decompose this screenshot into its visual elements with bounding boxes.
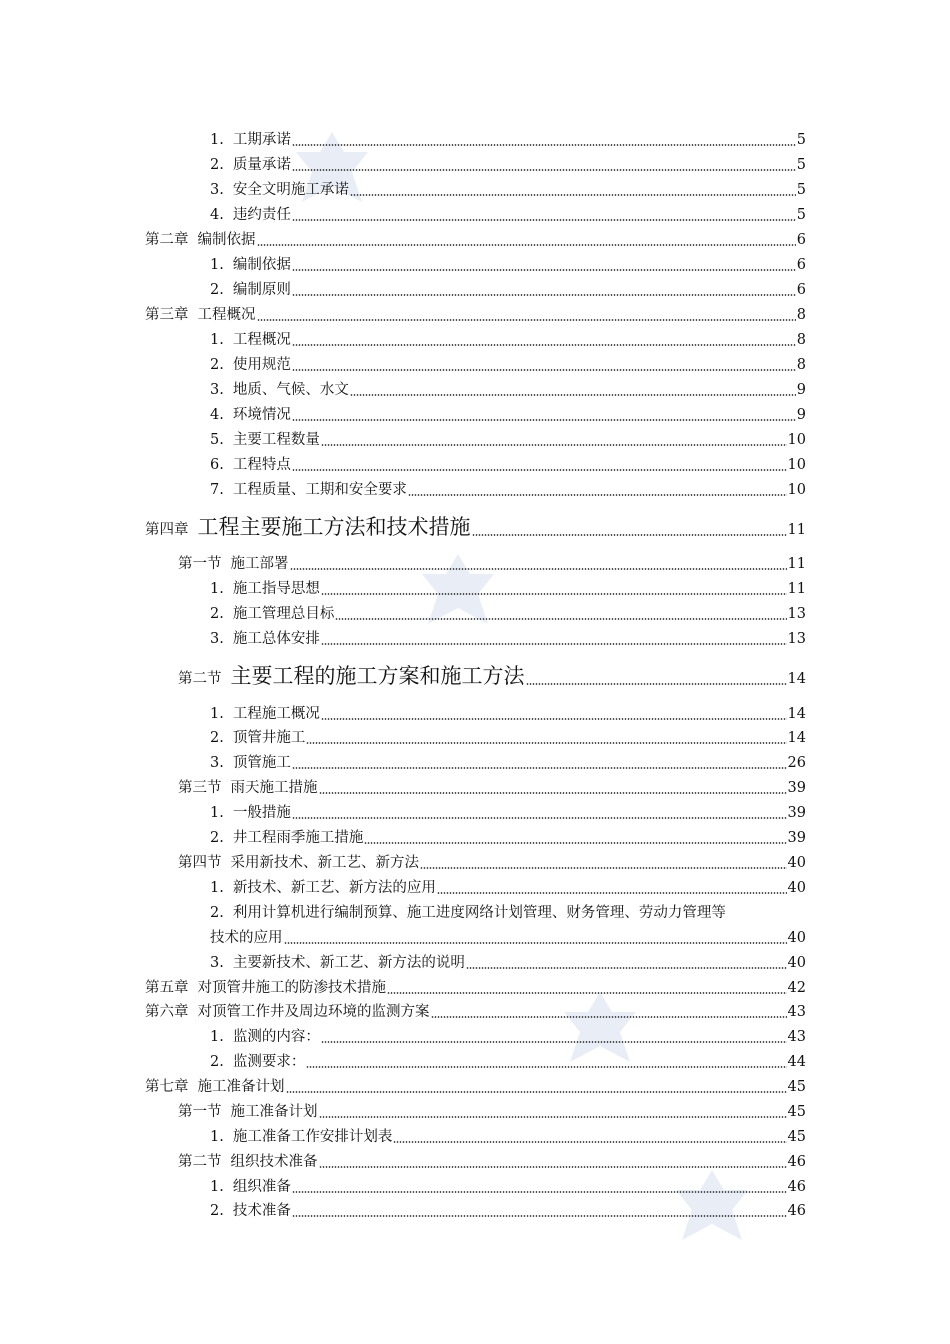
toc-entry[interactable] — [210, 401, 806, 425]
entry-number: 3. — [210, 182, 224, 198]
toc-section[interactable] — [178, 774, 806, 798]
toc-entry[interactable] — [210, 824, 806, 848]
dot-leader — [292, 817, 787, 819]
dot-leader — [350, 194, 796, 196]
page-number: 39 — [787, 780, 806, 796]
toc-chapter[interactable] — [145, 226, 806, 250]
toc-chapter[interactable] — [145, 974, 806, 998]
entry-title: 质量承诺 — [232, 157, 291, 173]
entry-number: 1. — [210, 257, 224, 273]
toc-chapter[interactable] — [145, 1073, 806, 1097]
section-number: 第二节 — [178, 671, 222, 687]
toc-entry[interactable] — [210, 376, 806, 400]
toc-entry[interactable] — [210, 276, 806, 300]
page-number: 26 — [787, 755, 806, 771]
entry-number: 2. — [210, 830, 224, 846]
chapter-title: 对顶管工作井及周边环境的监测方案 — [197, 1004, 430, 1020]
toc-entry[interactable] — [210, 724, 806, 748]
dot-leader — [420, 867, 787, 869]
page-number: 13 — [787, 631, 806, 647]
chapter-number: 第六章 — [145, 1004, 189, 1020]
dot-leader — [393, 1141, 786, 1143]
page-number: 6 — [796, 282, 806, 298]
toc-entry[interactable] — [210, 1197, 806, 1221]
entry-number: 3. — [210, 382, 224, 398]
entry-title: 使用规范 — [232, 357, 291, 373]
entry-title: 工程特点 — [232, 457, 291, 473]
page-number: 5 — [796, 157, 806, 173]
page-number: 9 — [796, 407, 806, 423]
page-number: 45 — [787, 1129, 806, 1145]
chapter-number: 第四章 — [145, 522, 189, 538]
dot-leader — [408, 494, 787, 496]
entry-number: 1. — [210, 706, 224, 722]
entry-number: 3. — [210, 955, 224, 971]
dot-leader — [321, 718, 787, 720]
section-title: 雨天施工措施 — [230, 780, 318, 796]
page-number: 39 — [787, 830, 806, 846]
entry-title: 工程质量、工期和安全要求 — [232, 482, 407, 498]
toc-entry[interactable] — [210, 1023, 806, 1047]
page-number: 9 — [796, 382, 806, 398]
chapter-number: 第三章 — [145, 307, 189, 323]
toc-entry[interactable] — [210, 625, 806, 649]
dot-leader — [292, 419, 796, 421]
toc-entry[interactable] — [210, 1173, 806, 1197]
page-number: 14 — [787, 730, 806, 746]
dot-leader — [431, 1016, 787, 1018]
dot-leader — [321, 593, 787, 595]
toc-section[interactable] — [178, 659, 806, 689]
entry-title: 工程概况 — [232, 332, 291, 348]
entry-number: 2. — [210, 905, 224, 921]
dot-leader — [292, 1191, 787, 1193]
chapter-number: 第二章 — [145, 232, 189, 248]
entry-title: 一般措施 — [232, 805, 291, 821]
toc-entry[interactable] — [210, 749, 806, 773]
page-number: 8 — [796, 307, 806, 323]
entry-number: 2. — [210, 1203, 224, 1219]
entry-number: 1. — [210, 581, 224, 597]
entry-number: 1. — [210, 1179, 224, 1195]
toc-entry[interactable] — [210, 251, 806, 275]
dot-leader — [350, 394, 796, 396]
entry-title: 编制原则 — [232, 282, 291, 298]
toc-section[interactable] — [178, 550, 806, 574]
section-number: 第二节 — [178, 1154, 222, 1170]
toc-entry[interactable] — [210, 1123, 806, 1147]
dot-leader — [257, 244, 796, 246]
entry-title: 井工程雨季施工措施 — [232, 830, 364, 846]
toc-entry[interactable] — [210, 476, 806, 500]
entry-number: 4. — [210, 407, 224, 423]
entry-number: 3. — [210, 631, 224, 647]
dot-leader — [292, 344, 796, 346]
chapter-number: 第七章 — [145, 1079, 189, 1095]
dot-leader — [292, 1215, 787, 1217]
toc-section[interactable] — [178, 1098, 806, 1122]
page-number: 45 — [787, 1079, 806, 1095]
page-number: 11 — [787, 522, 806, 538]
entry-title: 地质、气候、水文 — [232, 382, 349, 398]
section-title: 采用新技术、新工艺、新方法 — [230, 855, 419, 871]
section-number: 第一节 — [178, 556, 222, 572]
dot-leader — [321, 643, 787, 645]
entry-title: 工期承诺 — [232, 132, 291, 148]
entry-title: 施工总体安排 — [232, 631, 320, 647]
page-number: 11 — [787, 581, 806, 597]
toc-entry[interactable] — [210, 949, 806, 973]
section-number: 第三节 — [178, 780, 222, 796]
dot-leader — [321, 444, 787, 446]
entry-number: 1. — [210, 880, 224, 896]
page-number: 40 — [787, 930, 806, 946]
toc-entry[interactable] — [210, 874, 806, 898]
chapter-title: 工程概况 — [197, 307, 256, 323]
chapter-title: 对顶管井施工的防渗技术措施 — [197, 980, 386, 996]
dot-leader — [292, 269, 796, 271]
entry-number: 2. — [210, 157, 224, 173]
entry-number: 1. — [210, 1129, 224, 1145]
toc-entry[interactable] — [210, 799, 806, 823]
toc-entry[interactable] — [210, 700, 806, 724]
toc-entry[interactable] — [210, 1048, 806, 1072]
section-title: 施工准备计划 — [230, 1104, 318, 1120]
page-number: 10 — [787, 457, 806, 473]
dot-leader — [335, 618, 786, 620]
entry-number: 2. — [210, 1054, 224, 1070]
page-number: 14 — [787, 706, 806, 722]
dot-leader — [387, 992, 787, 994]
toc-entry-continuation[interactable] — [210, 924, 806, 948]
entry-title: 主要新技术、新工艺、新方法的说明 — [232, 955, 465, 971]
entry-title: 施工指导思想 — [232, 581, 320, 597]
dot-leader — [257, 319, 796, 321]
dot-leader — [319, 1166, 787, 1168]
chapter-title: 施工准备计划 — [197, 1079, 285, 1095]
chapter-title: 编制依据 — [197, 232, 256, 248]
page-number: 10 — [787, 432, 806, 448]
toc-entry[interactable] — [210, 575, 806, 599]
entry-number: 1. — [210, 805, 224, 821]
page-number: 8 — [796, 332, 806, 348]
section-number: 第一节 — [178, 1104, 222, 1120]
entry-title: 监测要求： — [232, 1054, 306, 1070]
page-number: 42 — [787, 980, 806, 996]
dot-leader — [364, 842, 786, 844]
toc-entry[interactable] — [210, 600, 806, 624]
page-number: 40 — [787, 955, 806, 971]
page-number: 40 — [787, 855, 806, 871]
page-number: 6 — [796, 257, 806, 273]
dot-leader — [472, 534, 787, 536]
toc-entry-wrapped[interactable] — [210, 899, 810, 923]
chapter-number: 第五章 — [145, 980, 189, 996]
toc-section[interactable] — [178, 849, 806, 873]
page-number: 13 — [787, 606, 806, 622]
page-number: 46 — [787, 1203, 806, 1219]
dot-leader — [292, 469, 787, 471]
entry-number: 1. — [210, 332, 224, 348]
page-number: 5 — [796, 207, 806, 223]
entry-number: 3. — [210, 755, 224, 771]
section-number: 第四节 — [178, 855, 222, 871]
entry-title: 主要工程数量 — [232, 432, 320, 448]
toc-entry[interactable] — [210, 351, 806, 375]
entry-title: 编制依据 — [232, 257, 291, 273]
page-number: 5 — [796, 182, 806, 198]
dot-leader — [306, 1066, 786, 1068]
entry-title: 安全文明施工承诺 — [232, 182, 349, 198]
page-number: 39 — [787, 805, 806, 821]
dot-leader — [292, 294, 796, 296]
dot-leader — [286, 1091, 787, 1093]
dot-leader — [292, 369, 796, 371]
entry-title: 利用计算机进行编制预算、施工进度网络计划管理、财务管理、劳动力管理等 — [232, 905, 726, 921]
entry-number: 2. — [210, 730, 224, 746]
page-number: 45 — [787, 1104, 806, 1120]
entry-title: 顶管施工 — [232, 755, 291, 771]
toc-entry[interactable] — [210, 451, 806, 475]
entry-number: 2. — [210, 606, 224, 622]
dot-leader — [290, 568, 787, 570]
entry-title: 工程施工概况 — [232, 706, 320, 722]
page-number: 6 — [796, 232, 806, 248]
page-number: 43 — [787, 1004, 806, 1020]
page-number: 46 — [787, 1179, 806, 1195]
toc-entry[interactable] — [210, 426, 806, 450]
dot-leader — [321, 1041, 787, 1043]
entry-title: 施工准备工作安排计划表 — [232, 1129, 393, 1145]
toc-section[interactable] — [178, 1148, 806, 1172]
dot-leader — [292, 144, 796, 146]
entry-number: 2. — [210, 282, 224, 298]
section-title: 组织技术准备 — [230, 1154, 318, 1170]
entry-title: 技术准备 — [232, 1203, 291, 1219]
entry-number: 5. — [210, 432, 224, 448]
entry-title: 环境情况 — [232, 407, 291, 423]
section-title: 施工部署 — [230, 556, 289, 572]
page-number: 5 — [796, 132, 806, 148]
entry-number: 7. — [210, 482, 224, 498]
dot-leader — [284, 942, 787, 944]
section-title: 主要工程的施工方案和施工方法 — [230, 664, 525, 688]
page-number: 14 — [787, 671, 806, 687]
page-number: 43 — [787, 1029, 806, 1045]
dot-leader — [306, 742, 786, 744]
dot-leader — [319, 1116, 787, 1118]
toc-chapter[interactable] — [145, 998, 806, 1022]
entry-number: 1. — [210, 1029, 224, 1045]
toc-entry[interactable] — [210, 201, 806, 225]
entry-title: 监测的内容： — [232, 1029, 320, 1045]
entry-title: 新技术、新工艺、新方法的应用 — [232, 880, 436, 896]
entry-number: 1. — [210, 132, 224, 148]
entry-number: 2. — [210, 357, 224, 373]
page-number: 8 — [796, 357, 806, 373]
dot-leader — [292, 767, 787, 769]
page-number: 44 — [787, 1054, 806, 1070]
entry-title: 施工管理总目标 — [232, 606, 335, 622]
toc-entry[interactable] — [210, 151, 806, 175]
toc-entry[interactable] — [210, 176, 806, 200]
toc-chapter[interactable] — [145, 301, 806, 325]
page-number: 11 — [787, 556, 806, 572]
dot-leader — [319, 792, 787, 794]
entry-title: 组织准备 — [232, 1179, 291, 1195]
dot-leader — [292, 169, 796, 171]
entry-number: 4. — [210, 207, 224, 223]
toc-entry[interactable] — [210, 126, 806, 150]
chapter-title: 工程主要施工方法和技术措施 — [197, 515, 471, 539]
dot-leader — [437, 892, 787, 894]
page-number: 10 — [787, 482, 806, 498]
entry-title-continuation: 技术的应用 — [210, 930, 283, 946]
entry-number: 6. — [210, 457, 224, 473]
dot-leader — [466, 967, 787, 969]
toc-entry[interactable] — [210, 326, 806, 350]
dot-leader — [526, 683, 787, 685]
page-number: 40 — [787, 880, 806, 896]
entry-title: 顶管井施工 — [232, 730, 306, 746]
entry-title: 违约责任 — [232, 207, 291, 223]
toc-chapter[interactable] — [145, 510, 806, 540]
page-number: 46 — [787, 1154, 806, 1170]
dot-leader — [292, 219, 796, 221]
